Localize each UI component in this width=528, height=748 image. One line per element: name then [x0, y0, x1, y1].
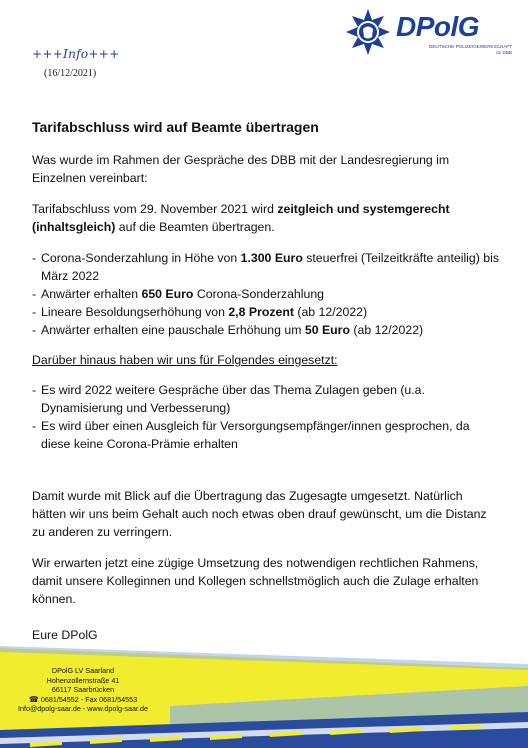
phone-icon: ☎	[28, 694, 39, 704]
logo-wordmark: DPolG	[396, 11, 480, 42]
list-item: - Corona-Sonderzahlung in Höhe von 1.300 Euro steuerfrei (Teilzeitkräfte anteilig) bis März 2022	[32, 249, 500, 285]
street: Hohenzollernstraße 41	[46, 675, 120, 685]
section-heading: Darüber hinaus haben wir uns für Folgendes eingesetzt:	[32, 353, 338, 367]
phone-line: ☎ 0681/54552 - Fax 0681/54553	[28, 694, 138, 704]
list-item: - Lineare Besoldungserhöhung von 2,8 Prozent (ab 12/2022)	[32, 303, 500, 321]
intro-paragraph: Was wurde im Rahmen der Gespräche des DBB mit der Landesregierung im Einzelnen vereinbart:	[32, 153, 450, 185]
agreement-paragraph: Tarifabschluss vom 29. November 2021 wird zeitgleich und systemgerecht (inhaltsgleich) auf die Beamten übertragen.	[32, 202, 450, 234]
org-name: DPolG LV Saarland	[51, 666, 115, 675]
dpolg-logo	[344, 8, 512, 58]
police-star-icon	[344, 8, 392, 56]
contact-line: Info@dpolg-saar.de - www.dpolg-saar.de	[18, 704, 148, 714]
footer-address	[8, 666, 158, 714]
city: 66117 Saarbrücken	[51, 685, 115, 695]
document-title: Tarifabschluss wird auf Beamte übertragen	[32, 119, 319, 135]
document-body	[32, 118, 500, 657]
document-date: (16/12/2021)	[44, 68, 97, 79]
logo-subtitle: DEUTSCHE POLIZEIGEWERKSCHAFT im DBB	[429, 44, 512, 55]
commitment-list	[32, 381, 500, 453]
agreement-list	[32, 249, 500, 339]
list-item: - Anwärter erhalten eine pauschale Erhöhung um 50 Euro (ab 12/2022)	[32, 321, 500, 339]
signature: Eure DPolG	[32, 628, 98, 642]
closing-paragraph-2: Wir erwarten jetzt eine zügige Umsetzung des notwendigen rechtlichen Rahmens, damit unsere Kolleginnen und Kollegen schnellstmöglich auch die Zulage erhalten können.	[32, 556, 479, 606]
list-item: - Anwärter erhalten 650 Euro Corona-Sonderzahlung	[32, 285, 500, 303]
info-mark: +++Info+++	[32, 47, 120, 61]
closing-paragraph-1: Damit wurde mit Blick auf die Übertragung das Zugesagte umgesetzt. Natürlich hätten wir uns beim Gehalt auch noch etwas oben drauf gewünscht, um die Distanz zu anderen zu verringern.	[32, 489, 487, 539]
list-item: - Es wird 2022 weitere Gespräche über das Thema Zulagen geben (u.a. Dynamisierung und Verbesserung)	[32, 381, 500, 417]
list-item: - Es wird über einen Ausgleich für Versorgungsempfänger/innen gesprochen, da diese keine Corona-Prämie erhalten	[32, 417, 500, 453]
